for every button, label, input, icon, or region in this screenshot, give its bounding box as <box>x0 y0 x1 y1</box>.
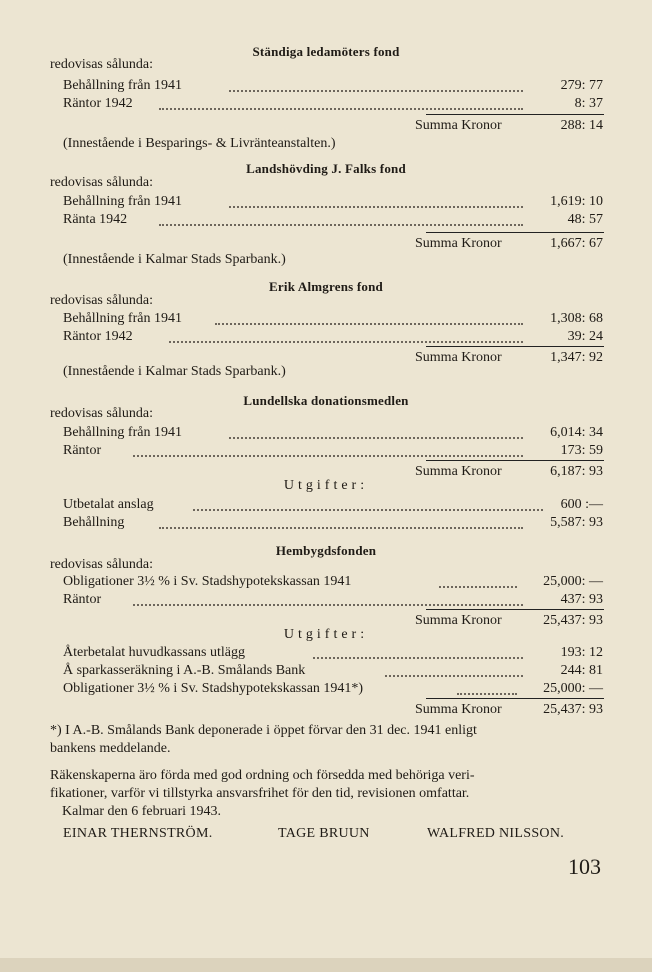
deposit-note: (Innestående i Besparings- & Livränteanstalten.) <box>63 136 336 151</box>
dot-leader <box>457 693 517 695</box>
ledger-row <box>63 681 603 699</box>
dot-leader <box>229 90 523 92</box>
ledger-row <box>63 311 603 329</box>
sum-amount: 1,347: 92 <box>550 350 603 365</box>
closing-line: fikationer, varför vi tillstyrka ansvarsfrihet för den tid, revisionen omfattar. <box>50 786 470 801</box>
section-title: Hembygdsfonden <box>275 543 377 558</box>
row-amount: 8: 37 <box>574 96 603 111</box>
sum-amount: 6,187: 93 <box>550 464 603 479</box>
ledger-row <box>63 663 603 681</box>
sum-row <box>63 118 603 136</box>
sum-rule <box>426 232 604 233</box>
sum-label: Summa Kronor <box>415 350 502 365</box>
closing-paragraph <box>50 767 602 821</box>
ledger-row <box>63 329 603 347</box>
deposit-note: (Innestående i Kalmar Stads Sparbank.) <box>63 364 286 379</box>
row-label: Å sparkasseräkning i A.-B. Smålands Bank <box>63 663 306 678</box>
ledger-row <box>63 443 603 461</box>
section-intro: redovisas sålunda: <box>50 557 154 572</box>
row-label: Räntor 1942 <box>63 329 133 344</box>
dot-leader <box>385 675 523 677</box>
row-amount: 173: 59 <box>560 443 603 458</box>
section-title: Lundellska donationsmedlen <box>243 393 409 408</box>
row-amount: 437: 93 <box>560 592 603 607</box>
sum-rule <box>426 114 604 115</box>
sum-rule <box>426 698 604 699</box>
sum-amount: 25,437: 93 <box>543 702 603 717</box>
row-amount: 1,308: 68 <box>550 311 603 326</box>
ledger-row <box>63 574 603 592</box>
sum-row <box>63 702 603 720</box>
section-intro: redovisas sålunda: <box>50 406 154 421</box>
dot-leader <box>439 586 517 588</box>
deposit-note: (Innestående i Kalmar Stads Sparbank.) <box>63 252 286 267</box>
row-label: Återbetalat huvudkassans utlägg <box>63 645 245 660</box>
sum-rule <box>426 346 604 347</box>
row-label: Obligationer 3½ % i Sv. Stadshypotekskassan 1941 <box>63 574 352 589</box>
sum-amount: 288: 14 <box>560 118 603 133</box>
ledger-row <box>63 645 603 663</box>
dot-leader <box>229 437 523 439</box>
footnote-line: *) I A.-B. Smålands Bank deponerade i öppet förvar den 31 dec. 1941 enligt <box>50 723 477 738</box>
row-amount: 244: 81 <box>560 663 603 678</box>
row-label: Räntor <box>63 443 102 458</box>
dot-leader <box>215 323 523 325</box>
sum-label: Summa Kronor <box>415 118 502 133</box>
section-intro: redovisas sålunda: <box>50 57 154 72</box>
dot-leader <box>193 509 543 511</box>
sum-rule <box>426 609 604 610</box>
row-label: Behållning från 1941 <box>63 311 182 326</box>
row-amount: 279: 77 <box>560 78 603 93</box>
row-amount: 39: 24 <box>567 329 603 344</box>
closing-date: Kalmar den 6 februari 1943. <box>62 804 221 819</box>
section-intro: redovisas sålunda: <box>50 293 154 308</box>
ledger-row <box>63 194 603 212</box>
ledger-row <box>63 592 603 610</box>
ledger-row <box>63 78 603 96</box>
sum-label: Summa Kronor <box>415 236 502 251</box>
ledger-row <box>63 515 603 533</box>
dot-leader <box>229 206 523 208</box>
row-amount: 48: 57 <box>567 212 603 227</box>
footnote <box>50 722 602 758</box>
row-label: Ränta 1942 <box>63 212 128 227</box>
dot-leader <box>133 604 523 606</box>
row-label: Räntor <box>63 592 102 607</box>
ledger-row <box>63 212 603 230</box>
footnote-line: bankens meddelande. <box>50 741 171 756</box>
expenses-heading: Utgifter: <box>283 627 369 642</box>
expenses-heading: Utgifter: <box>283 478 369 493</box>
dot-leader <box>313 657 523 659</box>
signature-1: EINAR THERNSTRÖM. <box>63 826 213 841</box>
sum-label: Summa Kronor <box>415 464 502 479</box>
signature-3: WALFRED NILSSON. <box>427 826 565 841</box>
row-amount: 6,014: 34 <box>550 425 603 440</box>
sum-label: Summa Kronor <box>415 613 502 628</box>
row-label: Behållning från 1941 <box>63 194 182 209</box>
section-intro: redovisas sålunda: <box>50 175 154 190</box>
row-label: Behållning från 1941 <box>63 425 182 440</box>
row-label: Utbetalat anslag <box>63 497 154 512</box>
page-number: 103 <box>568 854 601 879</box>
dot-leader <box>159 224 523 226</box>
row-amount: 1,619: 10 <box>550 194 603 209</box>
section-title: Erik Almgrens fond <box>269 279 383 294</box>
sum-amount: 1,667: 67 <box>550 236 603 251</box>
section-title: Ständiga ledamöters fond <box>252 44 400 59</box>
ledger-row <box>63 425 603 443</box>
ledger-row <box>63 96 603 114</box>
row-amount: 193: 12 <box>560 645 603 660</box>
closing-line: Räkenskaperna äro förda med god ordning och försedda med behöriga veri- <box>50 768 475 783</box>
row-amount: 25,000: — <box>543 681 603 696</box>
dot-leader <box>159 108 523 110</box>
row-label: Behållning <box>63 515 125 530</box>
sum-rule <box>426 460 604 461</box>
sum-label: Summa Kronor <box>415 702 502 717</box>
row-amount: 5,587: 93 <box>550 515 603 530</box>
signature-2: TAGE BRUUN <box>278 826 370 841</box>
row-amount: 600 :— <box>560 497 603 512</box>
scan-edge <box>0 958 652 972</box>
ledger-row <box>63 497 603 515</box>
row-label: Räntor 1942 <box>63 96 133 111</box>
sum-amount: 25,437: 93 <box>543 613 603 628</box>
dot-leader <box>133 455 523 457</box>
row-label: Behållning från 1941 <box>63 78 182 93</box>
dot-leader <box>169 341 523 343</box>
section-title: Landshövding J. Falks fond <box>246 161 406 176</box>
row-amount: 25,000: — <box>543 574 603 589</box>
dot-leader <box>159 527 523 529</box>
row-label: Obligationer 3½ % i Sv. Stadshypotekskassan 1941*) <box>63 681 364 696</box>
